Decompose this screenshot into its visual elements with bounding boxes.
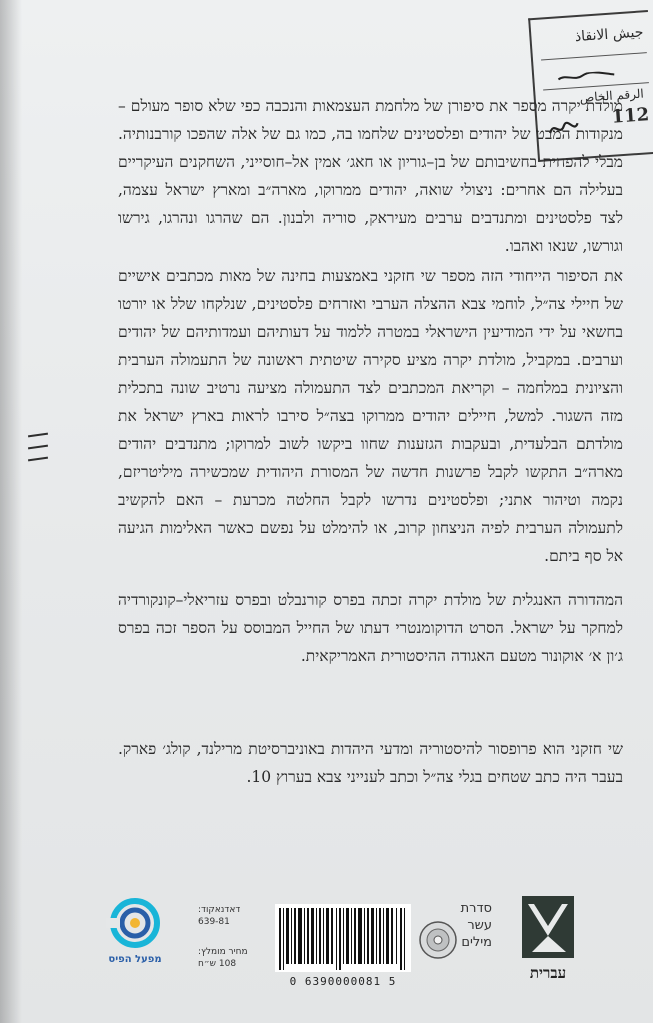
catalog-label: דאדנאקוד:: [198, 905, 241, 915]
spine-mark: [28, 445, 48, 450]
blurb-paragraph-3: המהדורה האנגלית של מולדת יקרה זכתה בפרס קורנבלט ובפרס עזריאלי–קונקורדיה למחקר על ישראל. הסרט הדוקומנטרי דעתו של החייל המבוסס על הספר זכה בפרס ג׳ון א׳ אוקונור מטעם האגודה ההיסטורית האמריקאית.: [118, 591, 623, 665]
stamp-signature-icon: [556, 70, 616, 82]
barcode-digits: 0 6390000081 5: [289, 975, 397, 988]
series-line-2: עשר: [467, 918, 492, 933]
cover-footer: [0, 860, 653, 1023]
series-name: [461, 900, 492, 951]
series-line-3: מילים: [461, 935, 492, 950]
publisher-logo: [518, 896, 578, 988]
price-value: 108 ש״ח: [198, 959, 237, 969]
stamp-heading: جيش الانقاذ: [574, 24, 644, 46]
catalog-info: [198, 904, 268, 970]
publisher-name: עברית: [529, 964, 567, 982]
mifal-hapais-logo: [105, 898, 165, 968]
spine-mark: [28, 457, 48, 462]
blurb-paragraph-1: מולדת יקרה מספר את סיפורן של מלחמת העצמאות והנכבה כפי שלא סופר מעולם – מנקודות המבט של יהודים ופלסטינים שלחמו בה, כמו גם של אלה שהפכו קורבנותיה. מבלי להפחית בחשיבותם של בן–גוריון או חאג׳ אמין אל–חוסייני, השחקנים העיקריים בעלילה הם אחרים: ניצולי שואה, יהודים ממרוקו, מארה״ב ומארץ ישראל עצמה, לצד פלסטינים ומתנדבים ערבים מעיראק, סוריה ולבנון. הם שהרגו ונהרגו, גירשו וגורשו, שנאו ואהבו.: [118, 97, 623, 255]
spine-mark: [28, 433, 48, 438]
author-bio: שי חזקני הוא פרופסור להיסטוריה ומדעי היהדות באוניברסיטת מרילנד, קולג׳ פארק. בעבר היה כתב שטחים בגלי צה״ל וכתב לענייני צבא בערוץ 10.: [118, 740, 623, 786]
barcode-icon: [275, 904, 411, 972]
publisher-icon: [522, 896, 574, 958]
disc-icon: [418, 920, 458, 960]
barcode: [275, 904, 411, 988]
price-label: מחיר מומלץ:: [198, 947, 248, 957]
mifal-hapais-icon: [106, 898, 164, 948]
stamp-subheading: الرقم الخاص: [579, 86, 645, 105]
blurb-paragraph-2: את הסיפור הייחודי הזה מספר שי חזקני באמצעות בחינה של מאות מכתבים אישיים של חיילי צה״ל, לוחמי צבא ההצלה הערבי ואזרחים פלסטינים, שנלקחו שלל או יורטו בחשאי על ידי המודיעין הישראלי במטרה ללמוד על דעותיהם ועמדותיהם של יהודים וערבים. במקביל, מולדת יקרה מציע סקירה שיטתית ראשונה של התעמולה הערבית והציונית במלחמה – וקריאת המכתבים לצד התעמולה מציעה נרטיב שונה בתכלית מזה השגור. למשל, חיילים יהודים ממרוקו בצה״ל סירבו לראות בארץ ישראל את מולדתם הבלעדית, ובעקבות הגזענות שחוו ביקשו לשוב למרוקו; מתנדבים יהודים מארה״ב התקשו לקבל פרשנות חדשה של המסורת היהודית שמכשירה מיליטריזם, נקמה וטיהור אתני; ופלסטינים נדרשו לקבל החלטה מכרעת – האם להקשיב לתעמולה הערבית לפיה הניצחון קרוב, או להימלט על נפשם כאשר האלימות הגיעה אל סף ביתם.: [118, 267, 623, 565]
stamp-number: 112: [610, 104, 650, 128]
catalog-number: 639-81: [198, 917, 230, 927]
mifal-hapais-label: מפעל הפיס: [108, 954, 162, 965]
series-line-1: סדרת: [460, 901, 492, 916]
series-logo: [418, 896, 496, 982]
